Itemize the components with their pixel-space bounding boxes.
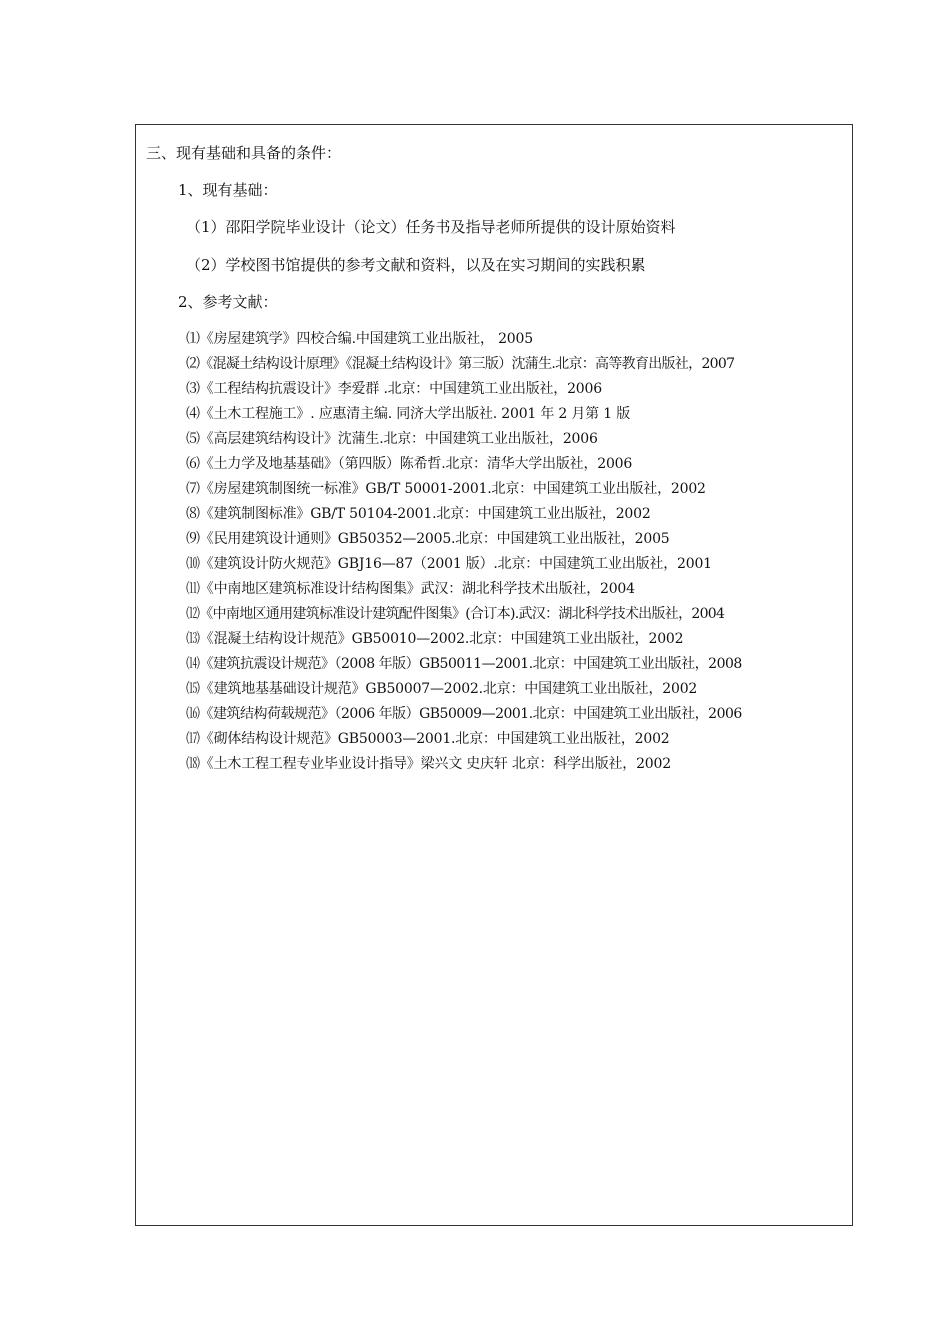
reference-item: ⑷《土木工程施工》. 应惠清主编. 同济大学出版社. 2001 年 2 月第 1 版 bbox=[186, 406, 630, 422]
reference-item: ⑻《建筑制图标准》GB/T 50104-2001.北京：中国建筑工业出版社，2002 bbox=[186, 506, 651, 522]
basis-item: （1）邵阳学院毕业设计（论文）任务书及指导老师所提供的设计原始资料 bbox=[186, 218, 676, 236]
reference-item: ⑾《中南地区建筑标准设计结构图集》武汉：湖北科学技术出版社，2004 bbox=[186, 581, 635, 597]
reference-item: ⑹《土力学及地基基础》（第四版）陈希哲.北京：清华大学出版社，2006 bbox=[186, 456, 633, 472]
reference-item: ⑼《民用建筑设计通则》GB50352—2005.北京：中国建筑工业出版社，2005 bbox=[186, 531, 670, 547]
reference-item: ⒁《建筑抗震设计规范》（2008 年版）GB50011—2001.北京：中国建筑工业出版社，2008 bbox=[186, 656, 742, 672]
reference-item: ⒃《建筑结构荷载规范》（2006 年版）GB50009—2001.北京：中国建筑工业出版社，2006 bbox=[186, 706, 742, 722]
reference-item: ⑵《混凝土结构设计原理》《混凝土结构设计》第三版）沈蒲生.北京：高等教育出版社，2007 bbox=[186, 356, 735, 372]
basis-item: （2）学校图书馆提供的参考文献和资料，以及在实习期间的实践积累 bbox=[186, 256, 646, 274]
form-frame bbox=[135, 124, 853, 1226]
reference-item: ⑴《房屋建筑学》四校合编.中国建筑工业出版社， 2005 bbox=[186, 331, 533, 347]
reference-item: ⒄《砌体结构设计规范》GB50003—2001.北京：中国建筑工业出版社，2002 bbox=[186, 731, 670, 747]
reference-item: ⒂《建筑地基基础设计规范》GB50007—2002.北京：中国建筑工业出版社，2002 bbox=[186, 681, 698, 697]
reference-item: ⑿《中南地区通用建筑标准设计建筑配件图集》(合订本).武汉：湖北科学技术出版社，2004 bbox=[186, 606, 725, 622]
reference-item: ⒀《混凝土结构设计规范》GB50010—2002.北京：中国建筑工业出版社，2002 bbox=[186, 631, 684, 647]
reference-item: ⒅《土木工程工程专业毕业设计指导》梁兴文 史庆轩 北京：科学出版社，2002 bbox=[186, 756, 671, 772]
reference-item: ⑽《建筑设计防火规范》GBJ16—87（2001 版）.北京：中国建筑工业出版社，2001 bbox=[186, 556, 712, 572]
reference-item: ⑸《高层建筑结构设计》沈蒲生.北京：中国建筑工业出版社，2006 bbox=[186, 431, 598, 447]
sub-heading-basis: 1、现有基础： bbox=[178, 181, 278, 199]
section-heading: 三、现有基础和具备的条件： bbox=[146, 144, 342, 162]
reference-item: ⑶《工程结构抗震设计》李爱群 .北京：中国建筑工业出版社，2006 bbox=[186, 381, 602, 397]
reference-item: ⑺《房屋建筑制图统一标准》GB/T 50001-2001.北京：中国建筑工业出版社，2002 bbox=[186, 481, 706, 497]
sub-heading-references: 2、参考文献： bbox=[178, 293, 278, 311]
